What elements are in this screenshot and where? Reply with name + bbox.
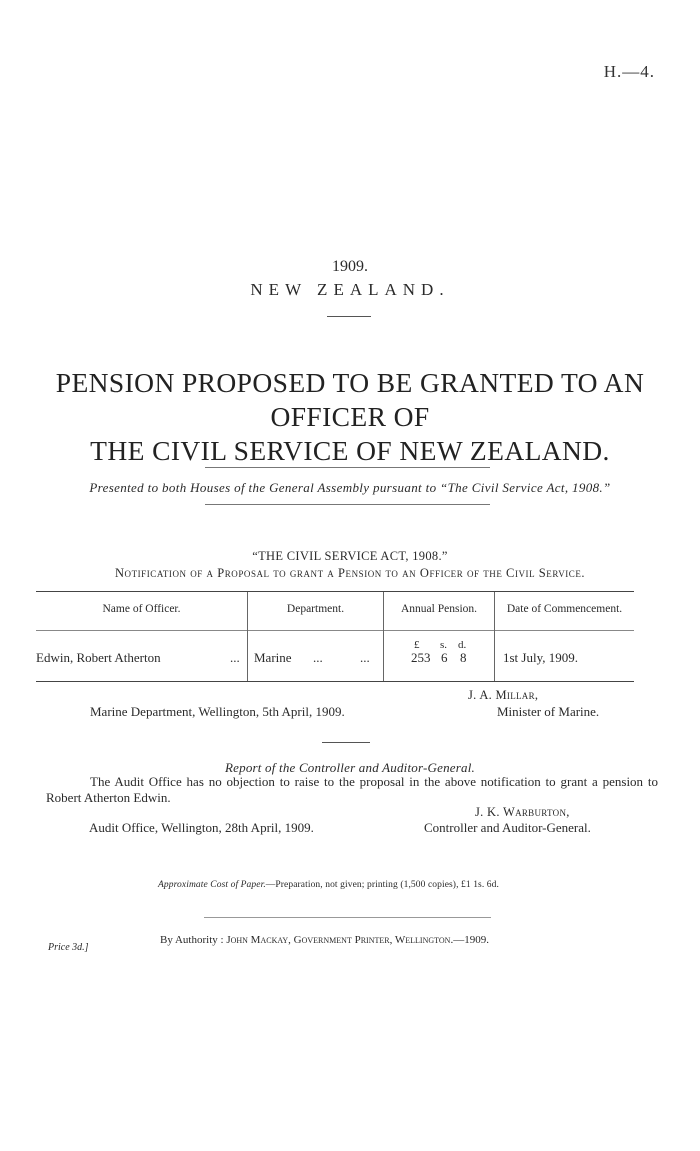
printer: John Mackay, Government Printer, Wellington.—1909.	[226, 934, 489, 946]
year: 1909.	[332, 258, 368, 275]
header-pension: Annual Pension.	[400, 603, 478, 615]
header-name: Name of Officer.	[102, 603, 181, 615]
audit-dateline: Audit Office, Wellington, 28th April, 1909.	[89, 820, 314, 835]
department-value: Marine	[254, 650, 292, 665]
header-department: Department.	[286, 603, 345, 615]
divider	[205, 467, 490, 468]
table-top-rule	[36, 591, 634, 592]
leader-dots: ...	[230, 650, 240, 665]
divider	[205, 504, 490, 505]
paper-reference: H.—4.	[603, 62, 655, 81]
commencement-date: 1st July, 1909.	[503, 650, 578, 665]
auditor-title: Controller and Auditor-General.	[424, 820, 591, 835]
officer-name: Edwin, Robert Atherton	[36, 650, 161, 665]
report-heading: Report of the Controller and Auditor-General.	[225, 760, 475, 775]
audit-statement: The Audit Office has no objection to raise to the proposal in the above notification to grant a pension to Robert Atherton Edwin.	[46, 774, 658, 805]
cost-note	[158, 880, 499, 890]
divider	[204, 917, 491, 918]
notification-heading: Notification of a Proposal to grant a Pension to an Officer of the Civil Service.	[114, 566, 586, 580]
header-date: Date of Commencement.	[506, 603, 623, 615]
leader-dots: ...	[360, 650, 370, 665]
minister-signature: J. A. Millar,	[468, 688, 539, 702]
pension-shillings: 6	[441, 650, 448, 665]
country-heading: NEW ZEALAND.	[250, 280, 450, 299]
act-heading: “THE CIVIL SERVICE ACT, 1908.”	[252, 549, 448, 563]
authority-label: By Authority :	[160, 934, 224, 946]
presented-note: Presented to both Houses of the General Assembly pursuant to “The Civil Service Act, 1908.”	[89, 480, 611, 495]
department-dateline: Marine Department, Wellington, 5th April, 1909.	[90, 704, 345, 719]
auditor-signature: J. K. Warburton,	[475, 805, 570, 819]
title-line-1: PENSION PROPOSED TO BE GRANTED TO AN OFFICER OF	[55, 367, 645, 432]
unit-pounds: £	[414, 639, 420, 651]
leader-dots: ...	[313, 650, 323, 665]
pension-pounds: 253	[411, 650, 431, 665]
table-header-rule	[36, 630, 634, 631]
divider	[322, 742, 370, 743]
pension-pence: 8	[460, 650, 467, 665]
cost-label: Approximate Cost of Paper.	[158, 880, 266, 890]
unit-shillings: s.	[440, 639, 448, 651]
cost-text: —Preparation, not given; printing (1,500 copies), £1 1s. 6d.	[265, 880, 499, 890]
table-bottom-rule	[36, 681, 634, 682]
unit-pence: d.	[458, 639, 467, 651]
divider	[327, 316, 371, 317]
price: Price 3d.]	[48, 942, 89, 953]
minister-title: Minister of Marine.	[497, 704, 600, 719]
title-line-2: THE CIVIL SERVICE OF NEW ZEALAND.	[90, 435, 610, 466]
authority-line	[160, 934, 489, 946]
document-title	[0, 366, 700, 468]
